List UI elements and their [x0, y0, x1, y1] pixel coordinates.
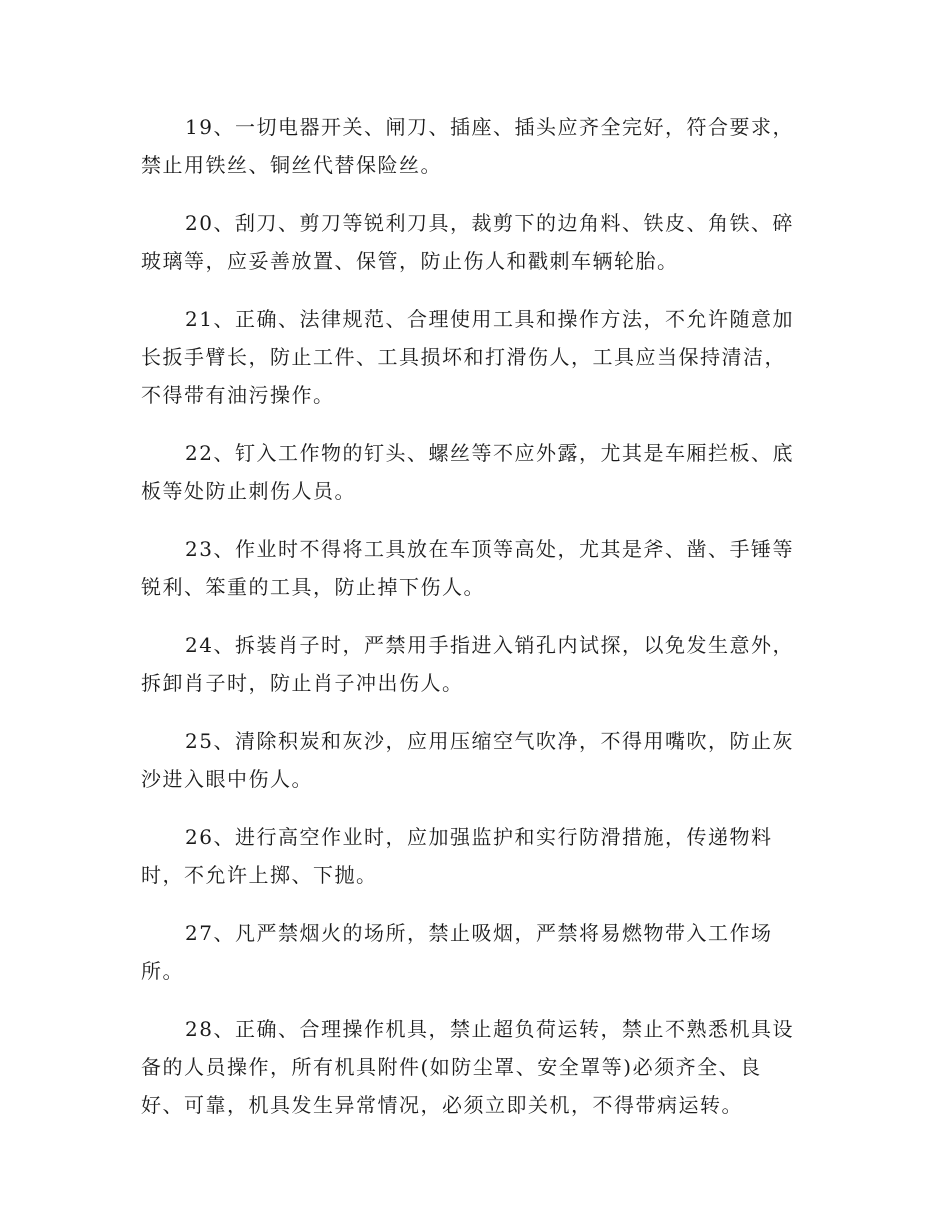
paragraph-23 — [141, 530, 809, 606]
paragraph-line: 22、钉入工作物的钉头、螺丝等不应外露，尤其是车厢拦板、底 — [185, 441, 794, 465]
paragraph-line: 长扳手臂长，防止工件、工具损坏和打滑伤人，工具应当保持清洁， — [141, 345, 786, 369]
paragraph-line: 板等处防止刺伤人员。 — [141, 479, 356, 503]
paragraph-line: 拆卸肖子时，防止肖子冲出伤人。 — [141, 671, 464, 695]
paragraph-line: 27、凡严禁烟火的场所，禁止吸烟，严禁将易燃物带入工作场 — [185, 921, 773, 945]
paragraph-25 — [141, 722, 809, 798]
paragraph-line: 玻璃等，应妥善放置、保管，防止伤人和戳刺车辆轮胎。 — [141, 249, 679, 273]
paragraph-line: 好、可靠，机具发生异常情况，必须立即关机，不得带病运转。 — [141, 1093, 743, 1117]
paragraph-line: 时，不允许上掷、下抛。 — [141, 863, 378, 887]
paragraph-21 — [141, 300, 809, 414]
paragraph-24 — [141, 626, 809, 702]
paragraph-26 — [141, 818, 809, 894]
paragraph-19 — [141, 108, 809, 184]
paragraph-line: 沙进入眼中伤人。 — [141, 767, 313, 791]
paragraph-line: 20、刮刀、剪刀等锐利刀具，裁剪下的边角料、铁皮、角铁、碎 — [185, 211, 794, 235]
paragraph-line: 锐利、笨重的工具，防止掉下伤人。 — [141, 575, 485, 599]
paragraph-27 — [141, 914, 809, 990]
paragraph-line: 19、一切电器开关、闸刀、插座、插头应齐全完好，符合要求， — [185, 115, 794, 139]
paragraph-line: 所。 — [141, 959, 184, 983]
paragraph-line: 不得带有油污操作。 — [141, 383, 335, 407]
paragraph-20 — [141, 204, 809, 280]
paragraph-line: 23、作业时不得将工具放在车顶等高处，尤其是斧、凿、手锤等 — [185, 537, 794, 561]
paragraph-line: 26、进行高空作业时，应加强监护和实行防滑措施，传递物料 — [185, 825, 773, 849]
paragraph-28 — [141, 1010, 809, 1124]
document-body — [141, 108, 809, 1144]
paragraph-line: 备的人员操作，所有机具附件(如防尘罩、安全罩等)必须齐全、良 — [141, 1055, 762, 1079]
paragraph-line: 禁止用铁丝、铜丝代替保险丝。 — [141, 153, 442, 177]
paragraph-line: 24、拆装肖子时，严禁用手指进入销孔内试探，以免发生意外， — [185, 633, 794, 657]
paragraph-line: 28、正确、合理操作机具，禁止超负荷运转，禁止不熟悉机具设 — [185, 1017, 794, 1041]
paragraph-22 — [141, 434, 809, 510]
paragraph-line: 25、清除积炭和灰沙，应用压缩空气吹净，不得用嘴吹，防止灰 — [185, 729, 794, 753]
paragraph-line: 21、正确、法律规范、合理使用工具和操作方法，不允许随意加 — [185, 307, 794, 331]
